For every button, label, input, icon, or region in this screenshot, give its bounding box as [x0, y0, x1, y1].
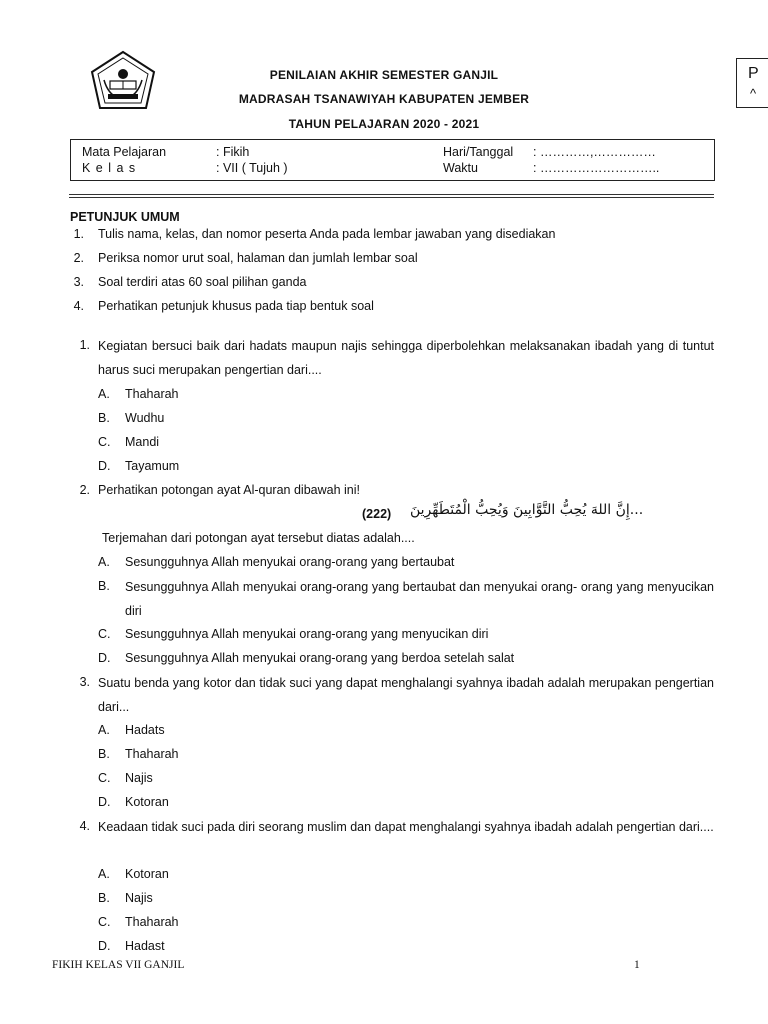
translation-prompt: Terjemahan dari potongan ayat tersebut diatas adalah....: [102, 531, 415, 545]
option-text: Kotoran: [125, 795, 169, 809]
option-letter: C.: [98, 627, 111, 641]
time-value: : ………………………..: [533, 161, 660, 175]
instruction-item: 3. Soal terdiri atas 60 soal pilihan ganda: [73, 275, 307, 289]
divider-top: [69, 194, 714, 195]
option-letter: C.: [98, 435, 111, 449]
date-value: : …………,……………: [533, 145, 656, 159]
question-number: 1.: [79, 338, 90, 352]
option-text: Sesungguhnya Allah menyukai orang-orang yang bertaubat: [125, 555, 455, 569]
instructions-title: PETUNJUK UMUM: [70, 210, 180, 224]
class-label: K e l a s: [82, 161, 137, 175]
corner-letter: P: [748, 65, 759, 82]
instruction-item: 1. Tulis nama, kelas, dan nomor peserta Anda pada lembar jawaban yang disediakan: [73, 227, 556, 241]
page-number: 1: [634, 959, 640, 971]
instruction-item: 4. Perhatikan petunjuk khusus pada tiap bentuk soal: [73, 299, 374, 313]
option-text: Wudhu: [125, 411, 165, 425]
option-letter: D.: [98, 651, 111, 665]
subject-value: : Fikih: [216, 145, 250, 159]
question-number: 2.: [79, 483, 90, 497]
option-letter: B.: [98, 579, 110, 593]
option-letter: A.: [98, 555, 110, 569]
option-text: Tayamum: [125, 459, 180, 473]
option-letter: A.: [98, 867, 110, 881]
question-text: Kegiatan bersuci baik dari hadats maupun najis sehingga diperbolehkan melaksanakan ibadah yang di tuntut harus suci merupakan pengertian dari....: [98, 339, 714, 377]
question-text: Keadaan tidak suci pada diri seorang muslim dan dapat menghalangi syahnya ibadah adalah pengertian dari....: [98, 820, 714, 834]
option-letter: D.: [98, 795, 111, 809]
option-letter: B.: [98, 891, 110, 905]
option-letter: B.: [98, 411, 110, 425]
arabic-verse: ...إِنَّ اللهَ يُحِبُّ التَّوَّابِينَ وَيُحِبُّ الْمُتَطَهِّرِينَ: [410, 502, 644, 518]
date-label: Hari/Tanggal: [443, 145, 514, 159]
option-text: Najis: [125, 771, 153, 785]
option-text: Mandi: [125, 435, 160, 449]
option-text: Thaharah: [125, 915, 179, 929]
school-name: MADRASAH TSANAWIYAH KABUPATEN JEMBER: [238, 92, 530, 106]
option-text: Sesungguhnya Allah menyukai orang-orang yang bertaubat dan menyukai orang- orang yang menyucikan diri: [125, 580, 714, 618]
divider-bottom: [69, 197, 714, 198]
option-letter: C.: [98, 915, 111, 929]
option-text: Kotoran: [125, 867, 169, 881]
exam-title: PENILAIAN AKHIR SEMESTER GANJIL: [269, 68, 499, 82]
class-value: : VII ( Tujuh ): [216, 161, 288, 175]
question-number: 4.: [79, 819, 90, 833]
option-text: Thaharah: [125, 747, 179, 761]
question-text: Perhatikan potongan ayat Al-quran dibawah ini!: [98, 483, 360, 497]
option-text: Hadats: [125, 723, 165, 737]
option-letter: D.: [98, 459, 111, 473]
verse-number: (222): [362, 507, 392, 521]
option-text: Sesungguhnya Allah menyukai orang-orang yang berdoa setelah salat: [125, 651, 515, 665]
option-letter: A.: [98, 387, 110, 401]
academic-year: TAHUN PELAJARAN 2020 - 2021: [288, 117, 480, 131]
question-number: 3.: [79, 675, 90, 689]
subject-label: Mata Pelajaran: [82, 145, 167, 159]
question-text: Suatu benda yang kotor dan tidak suci yang dapat menghalangi syahnya ibadah adalah merupakan pengertian dari...: [98, 676, 714, 714]
option-text: Sesungguhnya Allah menyukai orang-orang yang menyucikan diri: [125, 627, 489, 641]
option-letter: D.: [98, 939, 111, 953]
corner-mark: ^: [750, 86, 757, 101]
option-text: Hadast: [125, 939, 165, 953]
option-text: Najis: [125, 891, 153, 905]
option-letter: C.: [98, 771, 111, 785]
footer-label: FIKIH KELAS VII GANJIL: [52, 959, 185, 971]
corner-label-box: [736, 58, 768, 108]
option-letter: A.: [98, 723, 110, 737]
option-letter: B.: [98, 747, 110, 761]
option-text: Thaharah: [125, 387, 179, 401]
time-label: Waktu: [443, 161, 478, 175]
instruction-item: 2. Periksa nomor urut soal, halaman dan jumlah lembar soal: [73, 251, 418, 265]
